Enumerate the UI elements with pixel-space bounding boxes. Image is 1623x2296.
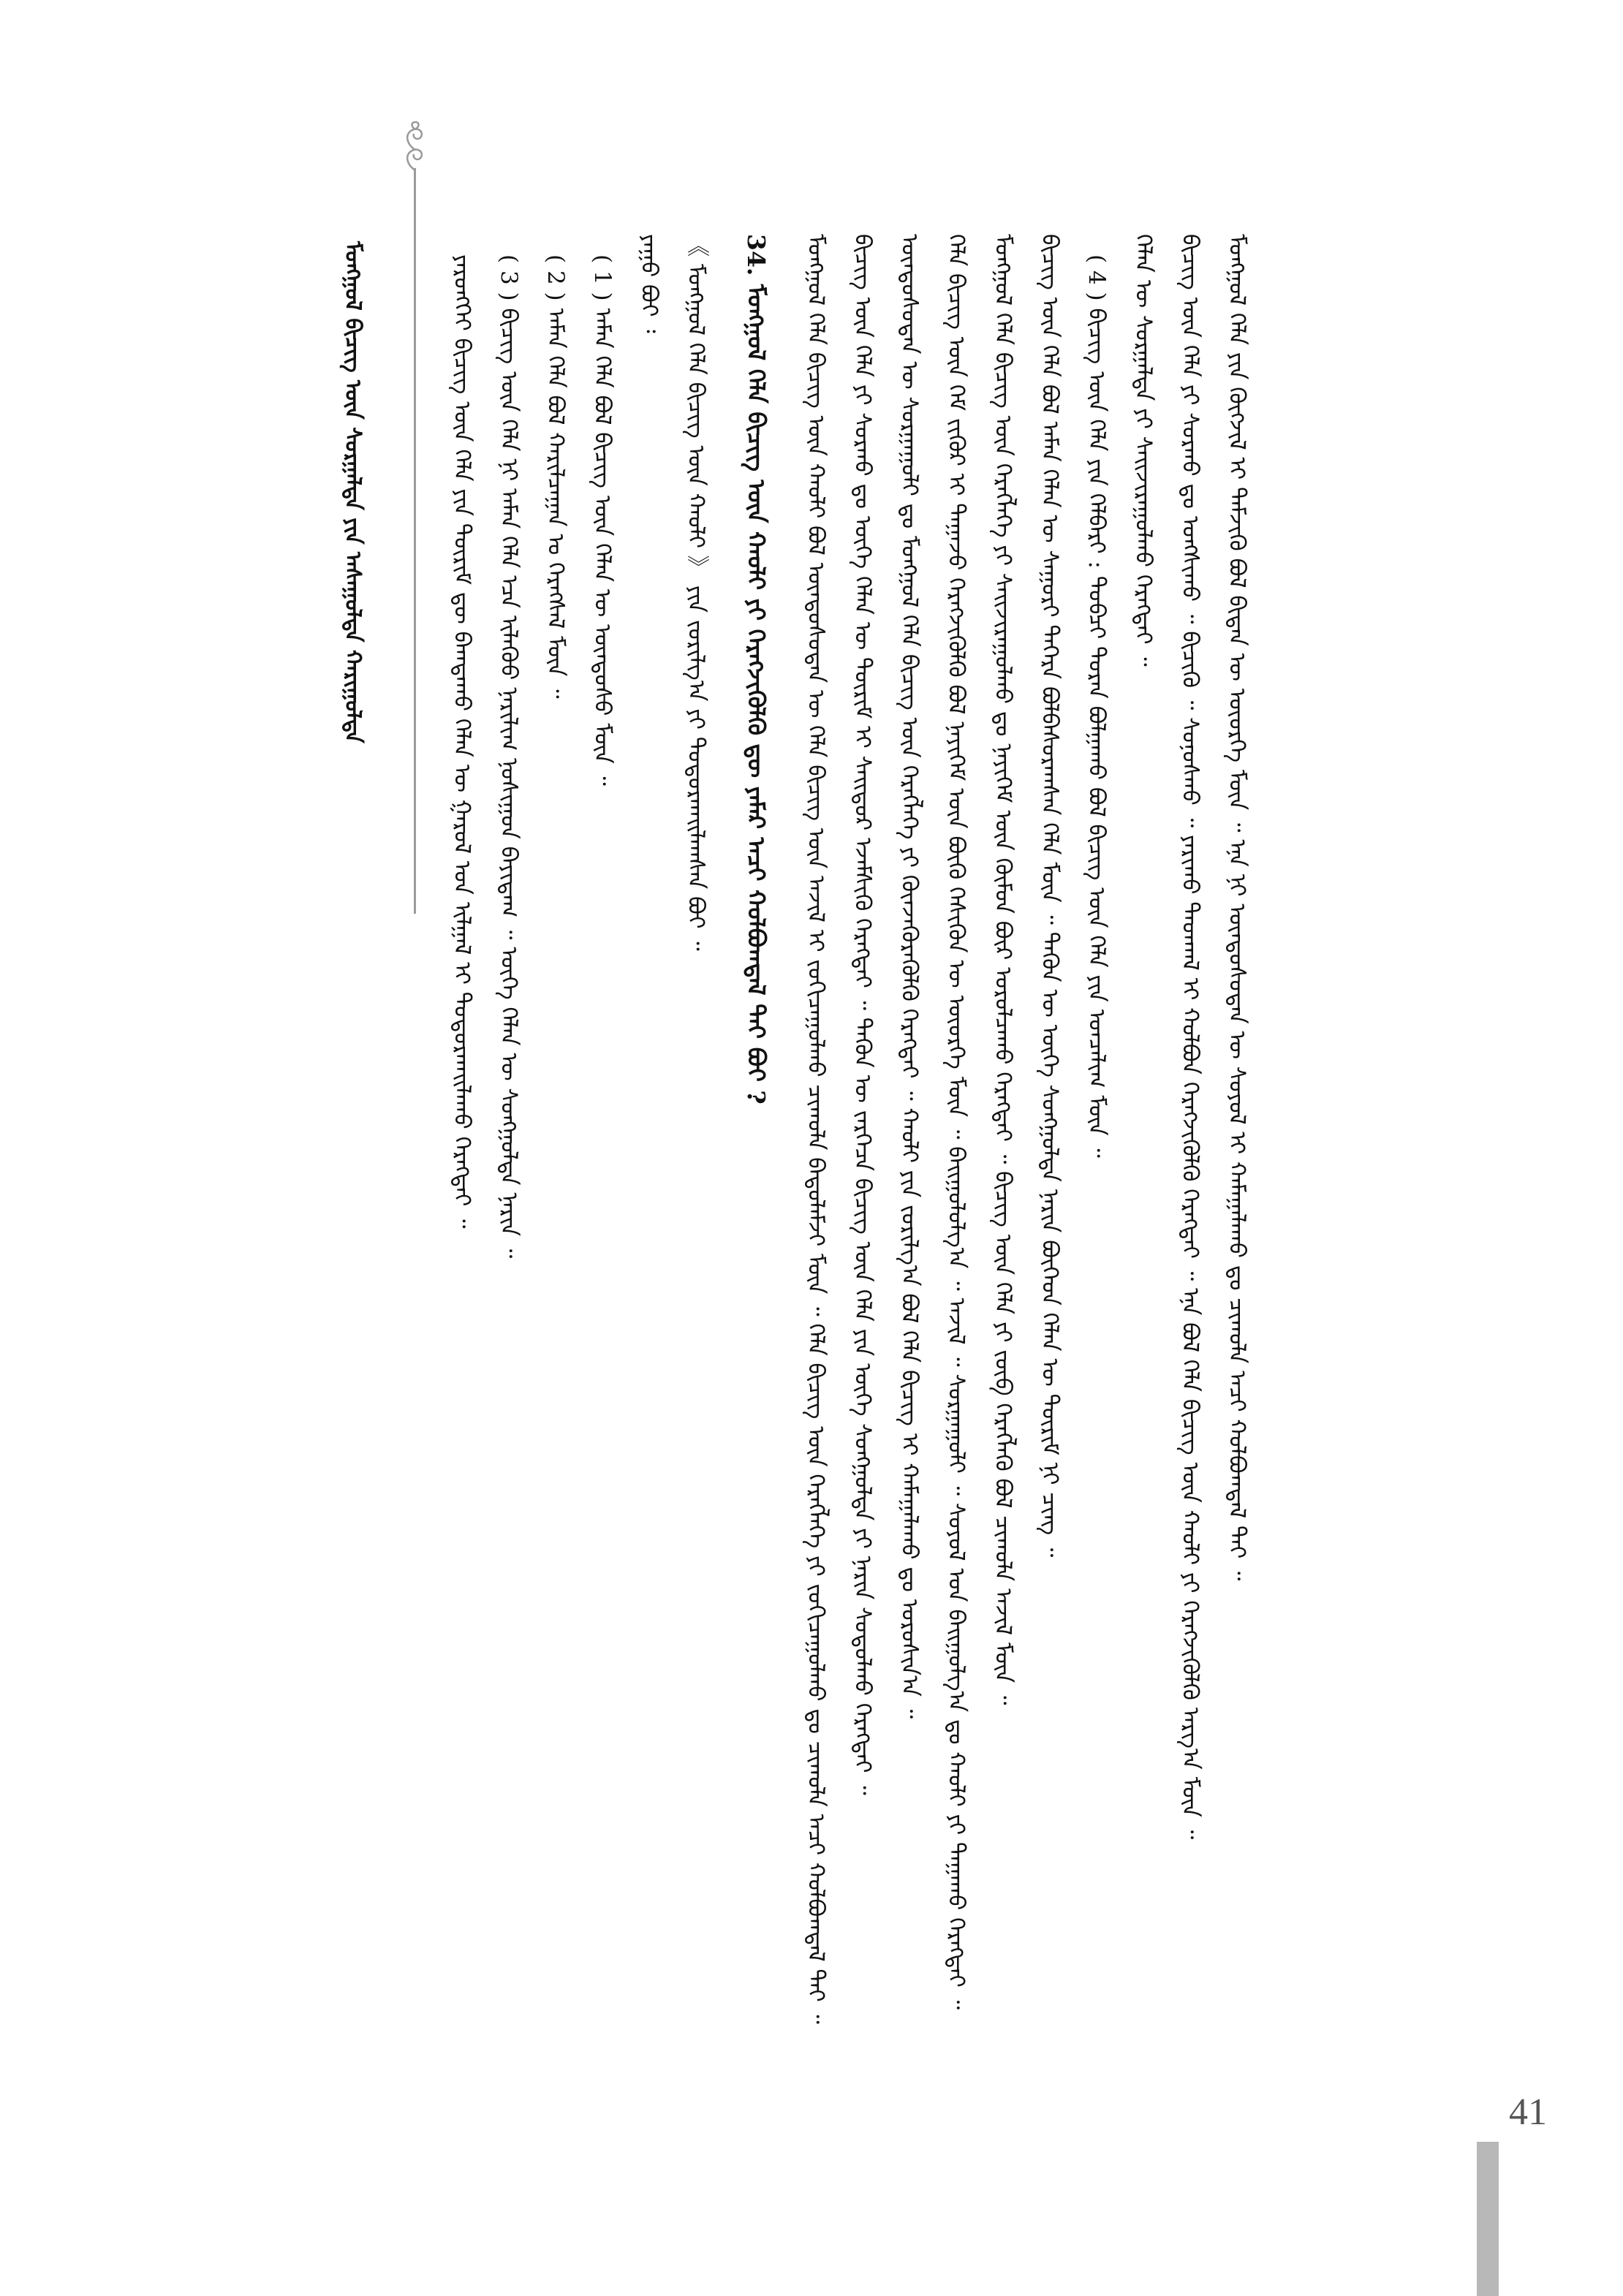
paragraph: ᠦᠨᠳᠦᠰᠦᠲᠡᠨ ᠦ ᠰᠤᠷᠭᠠᠭᠤᠯᠢ ᠳᠤ ᠮᠣᠩᠭᠣᠯ ᠬᠡᠯᠡ ᠪᠢᠴᠢᠭ᠌ ᠦᠨ ᠬᠡᠷᠡᠭᠯᠡᠭᠡ ᠶᠢ ᠭᠦᠨᠵᠡᠭᠦᠷᠡᠭᠦᠯᠬᠦ ᠬᠡᠷᠡᠭᠲᠡᠢ ᠃ ᠬᠠᠤᠯᠢ ᠶᠢᠨ ᠵᠣᠷᠢᠯᠭ᠎ᠠ ᠪᠣᠯ ᠬᠡᠯᠡ ᠪᠢᠴᠢᠭ᠌ ᠢ ᠬᠠᠮᠠᠭᠠᠯᠠᠬᠤ ᠳᠤ ᠣᠷᠣᠰᠢᠨ᠎ᠠ ᠃ (896, 234, 923, 1719)
paragraph: ᠮᠣᠩᠭᠣᠯ ᠬᠡᠯᠡ ᠶᠢᠨ ᠬᠥᠭᠵᠢᠯ ᠢ ᠳᠡᠮᠵᠢᠬᠦ ᠪᠣᠯ ᠪᠢᠳᠡᠨ ᠦ ᠦᠦᠷᠭᠡ ᠮᠥᠨ ᠃ ᠡᠨᠡ ᠨᠢ ᠦᠨᠳᠦᠰᠦᠲᠡᠨ ᠦ ᠰᠣᠶᠤᠯ ᠢ ᠬᠠᠮᠠᠭᠠᠯᠠᠬᠤ ᠳᠤ ᠴᠢᠬᠤᠯᠠ ᠠᠴᠢ ᠬᠣᠯᠪᠣᠭᠳᠠᠯ ᠲᠠᠢ ᠃ (1224, 234, 1250, 1581)
paragraph: ᠮᠣᠩᠭᠣᠯ ᠬᠡᠯᠡ ᠪᠢᠴᠢᠭ᠌ ᠦᠨ ᠬᠡᠷᠡᠭᠯᠡᠭᠡ ᠶᠢ ᠰᠠᠢᠵᠢᠷᠠᠭᠤᠯᠬᠤ ᠳᠤ ᠨᠡᠶᠢᠭᠡᠮ ᠦᠨ ᠬᠦᠮᠦᠨ ᠪᠦᠷ ᠣᠷᠣᠯᠴᠠᠬᠤ ᠬᠡᠷᠡᠭᠲᠡᠢ ᠃ ᠪᠢᠴᠢᠭ᠌ ᠦᠨ ᠬᠡᠯᠡ ᠶᠢ ᠵᠥᠪ ᠬᠡᠷᠡᠭᠯᠡᠬᠦ ᠪᠣᠯ ᠴᠢᠬᠤᠯᠠ ᠠᠵᠢᠯ ᠮᠥᠨ ᠃ (990, 234, 1016, 1705)
paragraph: ᠬᠡᠯᠡ ᠪᠢᠴᠢᠭ᠌ ᠦᠨ ᠬᠡᠮ ᠵᠢᠭᠦᠷ ᠢ ᠳᠠᠭᠠᠵᠤ ᠬᠡᠷᠡᠭᠵᠢᠭᠦᠯᠬᠦ ᠪᠣᠯ ᠨᠡᠶᠢᠭᠡᠮ ᠦᠨ ᠪᠦᠬᠦ ᠭᠡᠰᠢᠭᠦᠨ ᠦ ᠦᠦᠷᠭᠡ ᠮᠥᠨ ᠃ ᠪᠠᠢᠭᠤᠯᠤᠯᠭ᠎ᠠ ᠃ ᠠᠵᠢᠯ ᠃ ᠰᠤᠷᠭᠠᠭᠤᠯᠢ ᠃ ᠰᠣᠶᠤᠯ ᠤᠨ ᠪᠠᠢᠭᠤᠯᠭ᠎ᠠ ᠳᠤ ᠬᠠᠤᠯᠢ ᠶᠢ ᠳᠠᠭᠠᠬᠤ ᠬᠡᠷᠡᠭᠲᠡᠢ ᠃ (943, 234, 969, 2010)
running-title: ᠮᠣᠩᠭᠣᠯ ᠪᠢᠴᠢᠭ᠌ ᠦᠨ ᠰᠤᠷᠭᠠᠯᠲᠠ ᠶᠢᠨ ᠠᠰᠠᠭᠤᠯᠲᠠ ᠬᠠᠷᠢᠭᠤᠯᠲᠠ (340, 241, 366, 743)
paragraph: ᠪᠢᠴᠢᠭ᠌ ᠦᠨ ᠬᠡᠯᠡ ᠶᠢ ᠰᠤᠷᠬᠤ ᠳᠤ ᠦᠭᠡ ᠬᠡᠯᠡᠨ ᠦ ᠳᠦᠷᠢᠮ ᠢ ᠰᠠᠢᠲᠤᠷ ᠡᠵᠡᠮᠰᠢᠬᠦ ᠬᠡᠷᠡᠭᠲᠡᠢ ᠃ ᠲᠡᠭᠦᠨ ᠦ ᠵᠡᠷᠭᠡᠴᠡ ᠪᠢᠴᠢᠭ᠌ ᠦᠨ ᠬᠡᠯᠡ ᠶᠢᠨ ᠦᠭᠡ ᠰᠤᠩᠭᠤᠯᠲᠠ ᠶᠢ ᠨᠠᠷᠢᠨ ᠰᠤᠳᠤᠯᠬᠤ ᠬᠡᠷᠡᠭᠲᠡᠢ ᠃ (850, 234, 876, 1795)
paragraph: ᠪᠢᠴᠢᠭ᠌ ᠦᠨ ᠬᠡᠯᠡ ᠶᠢ ᠰᠤᠷᠬᠤ ᠳᠤ ᠤᠩᠰᠢᠬᠤ ᠃ ᠪᠢᠴᠢᠬᠦ ᠃ ᠰᠣᠨᠣᠰᠬᠤ ᠃ ᠶᠠᠷᠢᠬᠤ ᠳᠠᠳᠬᠠᠯ ᠢ ᠬᠣᠯᠪᠣᠨ ᠬᠡᠷᠡᠭᠵᠢᠭᠦᠯᠬᠦ ᠬᠡᠷᠡᠭᠲᠡᠢ ᠃ ᠡᠨᠡ ᠪᠣᠯ ᠬᠡᠯᠡ ᠪᠢᠴᠢᠭ᠌ ᠦᠨ ᠬᠠᠤᠯᠢ ᠶᠢ ᠬᠡᠷᠡᠭᠵᠢᠭᠦᠯᠬᠦ ᠠᠷᠭ᠎ᠠ ᠮᠥᠨ ᠃ (1177, 234, 1203, 1840)
list-item: ( 4 ) ᠪᠢᠴᠢᠭ᠌ ᠦᠨ ᠬᠡᠯᠡ ᠶᠢᠨ ᠬᠡᠯᠪᠡᠷᠢ : ᠲᠣᠪᠴᠢ ᠳᠤᠷᠠᠨ ᠪᠣᠯᠭᠠᠬᠤ ᠪᠣᠯ ᠪᠢᠴᠢᠭ᠌ ᠦᠨ ᠬᠡᠯᠡ ᠶᠢᠨ ᠣᠨᠴᠠᠯᠢᠭ ᠮᠥᠨ ᠃ (1083, 254, 1110, 1158)
paragraph: ᠶᠡᠷᠦᠩᠭᠡᠢ ᠪᠢᠴᠢᠭ᠌ ᠦᠨ ᠬᠡᠯᠡ ᠶᠢᠨ ᠳᠦᠷᠢᠮ ᠳᠦ ᠪᠠᠭᠲᠠᠬᠤ ᠬᠡᠯᠡᠨ ᠦ ᠭᠠᠷᠤᠯ ᠤᠨ ᠢᠯᠭᠠᠯ ᠢ ᠲᠣᠳᠤᠷᠬᠠᠢᠯᠠᠬᠤ ᠬᠡᠷᠡᠭᠲᠡᠢ ᠃ (449, 254, 475, 1229)
paragraph: ᠶᠠᠭᠤ ᠪᠤᠢ ᠄ (636, 234, 662, 333)
paragraph: 《 ᠮᠣᠩᠭᠣᠯ ᠬᠡᠯᠡ ᠪᠢᠴᠢᠭ᠌ ᠦᠨ ᠬᠠᠤᠯᠢ 》 ᠶᠢᠨ ᠵᠣᠷᠢᠯᠭ᠎ᠠ ᠶᠢ ᠲᠣᠳᠤᠷᠬᠠᠢᠯᠠᠭᠰᠠᠨ ᠪᠤᠢ ᠃ (683, 234, 709, 951)
scroll-ornament-icon (401, 121, 430, 172)
page-number: 41 (1509, 2091, 1547, 2133)
paragraph: ᠬᠡᠯᠡᠨ ᠦ ᠰᠤᠷᠭᠠᠯᠲᠠ ᠶᠢ ᠰᠠᠢᠵᠢᠷᠠᠭᠤᠯᠬᠤ ᠬᠡᠷᠡᠭᠲᠡᠢ ᠃ (1130, 234, 1157, 667)
page-edge-tab (1477, 2142, 1499, 2296)
list-item: ( 1 ) ᠠᠮᠠᠨ ᠬᠡᠯᠡ ᠪᠣᠯ ᠪᠢᠴᠢᠭ᠌ ᠦᠨ ᠬᠡᠯᠡᠨ ᠦ ᠦᠨᠳᠦᠰᠦ ᠮᠥᠨ ᠃ (589, 254, 616, 786)
paragraph: ᠪᠢᠴᠢᠭ᠌ ᠦᠨ ᠬᠡᠯᠡ ᠪᠣᠯ ᠠᠮᠠᠨ ᠬᠡᠯᠡᠨ ᠦ ᠰᠠᠭᠤᠷᠢ ᠳᠡᠭᠡᠷᠡ ᠪᠣᠯᠪᠠᠰᠤᠷᠠᠭᠰᠠᠨ ᠬᠡᠯᠡ ᠮᠥᠨ ᠃ ᠲᠡᠭᠦᠨ ᠦ ᠦᠭᠡ ᠰᠤᠩᠭᠤᠯᠲᠠ ᠨᠠᠷᠢᠨ ᠪᠥᠭᠡᠳ ᠬᠡᠯᠡᠨ ᠦ ᠳᠦᠷᠢᠮ ᠨᠢ ᠴᠢᠩ ᠃ (1037, 234, 1063, 1558)
list-item: ( 2 ) ᠠᠮᠠᠨ ᠬᠡᠯᠡ ᠪᠣᠯ ᠬᠠᠷᠢᠯᠴᠠᠭᠠᠨ ᠤ ᠬᠡᠷᠡᠭᠰᠡᠯ ᠮᠥᠨ ᠃ (542, 254, 569, 699)
section-heading: 34. ᠮᠣᠩᠭᠣᠯ ᠬᠡᠯᠡ ᠪᠢᠴᠢᠭ᠌ ᠦᠨ ᠬᠠᠤᠯᠢ ᠶᠢ ᠬᠡᠷᠡᠭᠵᠢᠭᠦᠯᠬᠦ ᠳᠦ ᠶᠠᠮᠠᠷ ᠠᠴᠢ ᠬᠣᠯᠪᠣᠭᠳᠠᠯ ᠲᠠᠢ ᠪᠤᠢ ? (742, 234, 771, 1105)
running-header (338, 124, 396, 743)
body-text (439, 234, 1404, 2076)
paragraph: ᠮᠣᠩᠭᠣᠯ ᠬᠡᠯᠡ ᠪᠢᠴᠢᠭ᠌ ᠦᠨ ᠬᠠᠤᠯᠢ ᠪᠣᠯ ᠦᠨᠳᠦᠰᠦᠲᠡᠨ ᠦ ᠬᠡᠯᠡ ᠪᠢᠴᠢᠭ᠌ ᠦᠨ ᠠᠵᠢᠯ ᠢ ᠵᠣᠬᠢᠴᠠᠭᠤᠯᠬᠤ ᠴᠢᠬᠤᠯᠠ ᠪᠠᠲᠤᠯᠠᠮᠵᠢ ᠮᠥᠨ ᠃ ᠬᠡᠯᠡ ᠪᠢᠴᠢᠭ᠌ ᠦᠨ ᠬᠡᠷᠡᠭᠯᠡᠭᠡ ᠶᠢ ᠵᠣᠬᠢᠴᠠᠭᠤᠯᠬᠤ ᠳᠤ ᠴᠢᠬᠤᠯᠠ ᠠᠴᠢ ᠬᠣᠯᠪᠣᠭᠳᠠᠯ ᠲᠠᠢ ᠃ (803, 234, 829, 2024)
header-rule (414, 168, 416, 914)
list-item: ( 3 ) ᠪᠢᠴᠢᠭ᠌ ᠦᠨ ᠬᠡᠯᠡ ᠨᠢ ᠠᠮᠠᠨ ᠬᠡᠯᠡ ᠡᠴᠡ ᠢᠯᠡᠭᠦᠦ ᠨᠠᠷᠢᠯᠢᠭ ᠨᠤᠰᠢᠭᠤᠨ ᠪᠠᠶᠢᠳᠠᠭ ᠃ ᠦᠭᠡ ᠬᠡᠯᠡᠨ ᠦ ᠰᠤᠩᠭᠤᠯᠲᠠ ᠨᠠᠷᠢᠨ ᠃ (496, 254, 522, 1259)
